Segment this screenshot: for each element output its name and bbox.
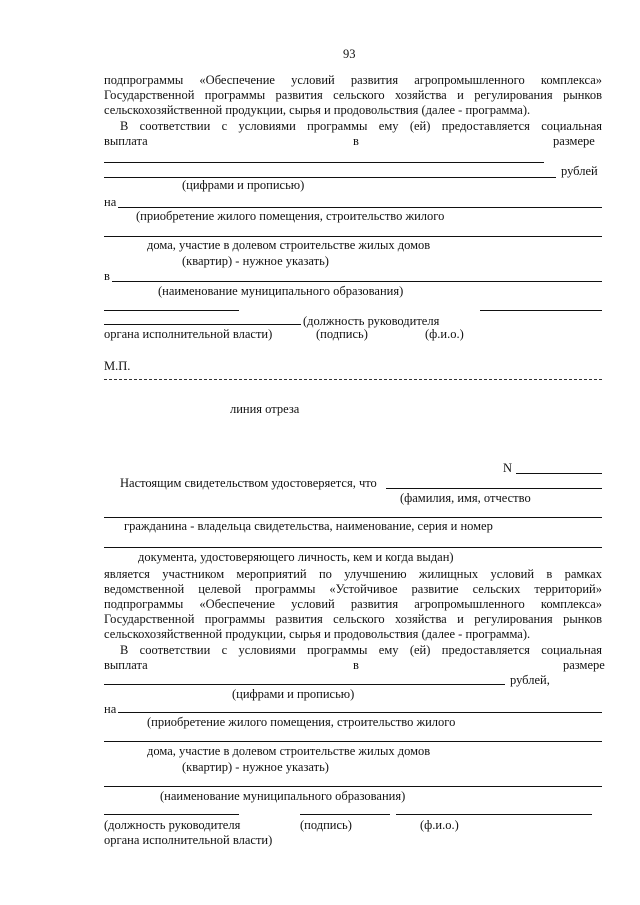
bottom-document-line (104, 547, 602, 548)
top-head-position: (должность руководителя (303, 314, 440, 328)
top-purpose-line-2 (104, 236, 602, 237)
top-fio-caption: (ф.и.о.) (425, 327, 464, 341)
bottom-signature-caption: (подпись) (300, 818, 352, 832)
top-payment-word-vyplata: выплата (104, 134, 148, 148)
top-payment-word-razmere: размере (553, 134, 595, 148)
top-purpose-caption-2: дома, участие в долевом строительстве жилых домов (147, 238, 431, 252)
bottom-name-line (386, 488, 602, 489)
top-signature-caption: (подпись) (316, 327, 368, 341)
bottom-fio-caption: (ф.и.о.) (420, 818, 459, 832)
top-exec-body: органа исполнительной власти) (104, 327, 273, 341)
top-intro-line-2: Государственной программы развития сельского хозяйства и регулирования рынков (104, 88, 602, 102)
bottom-participant-line-3: подпрограммы «Обеспечение условий развития агропромышленного комплекса» (104, 597, 602, 611)
bottom-participant-line-5: сельскохозяйственной продукции, сырья и продовольствия (далее - программа). (104, 627, 531, 641)
bottom-payment-word-v: в (353, 658, 359, 672)
bottom-holder-caption: гражданина - владельца свидетельства, наименование, серия и номер (124, 519, 493, 533)
top-purpose-caption-3: (квартир) - нужное указать) (182, 254, 329, 268)
bottom-payment-word-vyplata: выплата (104, 658, 148, 672)
bottom-purpose-caption-3: (квартир) - нужное указать) (182, 760, 329, 774)
top-in-label: в (104, 269, 110, 283)
top-intro-line-3: сельскохозяйственной продукции, сырья и продовольствия (далее - программа). (104, 103, 531, 117)
top-purpose-caption-1: (приобретение жилого помещения, строительство жилого (136, 209, 445, 223)
bottom-certifies: Настоящим свидетельством удостоверяется, что (120, 476, 377, 490)
bottom-participant-line-2: ведомственной целевой программы «Устойчивое развитие сельских территорий» (104, 582, 602, 596)
top-amount-line-1 (104, 162, 544, 163)
bottom-purpose-caption-1: (приобретение жилого помещения, строительство жилого (147, 715, 456, 729)
top-municipality-line (112, 281, 602, 282)
bottom-purpose-line-1 (118, 712, 602, 713)
bottom-amount-line (104, 684, 505, 685)
bottom-payment-word-razmere: размере (563, 658, 605, 672)
top-position-line (104, 324, 301, 325)
bottom-municipality-line (104, 786, 602, 787)
top-municipality-caption: (наименование муниципального образования) (158, 284, 404, 298)
bottom-n-label: N (503, 461, 513, 475)
cut-line-label: линия отреза (230, 402, 300, 416)
bottom-on-label: на (104, 702, 117, 716)
bottom-fullname-caption: (фамилия, имя, отчество (400, 491, 531, 505)
bottom-rubles-label: рублей, (510, 673, 550, 687)
top-purpose-line-1 (118, 207, 602, 208)
top-seal-label: М.П. (104, 359, 131, 373)
top-signature-line-left (104, 310, 239, 311)
top-on-label: на (104, 195, 117, 209)
bottom-fio-line (396, 814, 592, 815)
bottom-position-line (104, 814, 239, 815)
top-signature-line-right (480, 310, 602, 311)
bottom-document-caption: документа, удостоверяющего личность, кем и когда выдан) (138, 550, 454, 564)
bottom-holder-line (104, 517, 602, 518)
top-digits-caption: (цифрами и прописью) (182, 178, 305, 192)
bottom-digits-caption: (цифрами и прописью) (232, 687, 355, 701)
bottom-participant-line-4: Государственной программы развития сельского хозяйства и регулирования рынков (104, 612, 602, 626)
top-payment-word-v: в (353, 134, 359, 148)
bottom-payment-line: В соответствии с условиями программы ему (ей) предоставляется социальная (120, 643, 602, 657)
bottom-head-position: (должность руководителя (104, 818, 241, 832)
bottom-purpose-caption-2: дома, участие в долевом строительстве жилых домов (147, 744, 431, 758)
bottom-exec-body: органа исполнительной власти) (104, 833, 273, 847)
top-amount-line-2 (104, 177, 556, 178)
bottom-signature-line (300, 814, 390, 815)
bottom-n-line (516, 473, 602, 474)
top-intro-line-1: подпрограммы «Обеспечение условий развития агропромышленного комплекса» (104, 73, 602, 87)
top-rubles-label: рублей (561, 164, 598, 178)
page-number: 93 (343, 47, 356, 61)
bottom-purpose-line-2 (104, 741, 602, 742)
bottom-participant-line-1: является участником мероприятий по улучшению жилищных условий в рамках (104, 567, 602, 581)
bottom-municipality-caption: (наименование муниципального образования) (160, 789, 406, 803)
cut-line-dashed (104, 379, 602, 380)
top-payment-line: В соответствии с условиями программы ему (ей) предоставляется социальная (120, 119, 602, 133)
